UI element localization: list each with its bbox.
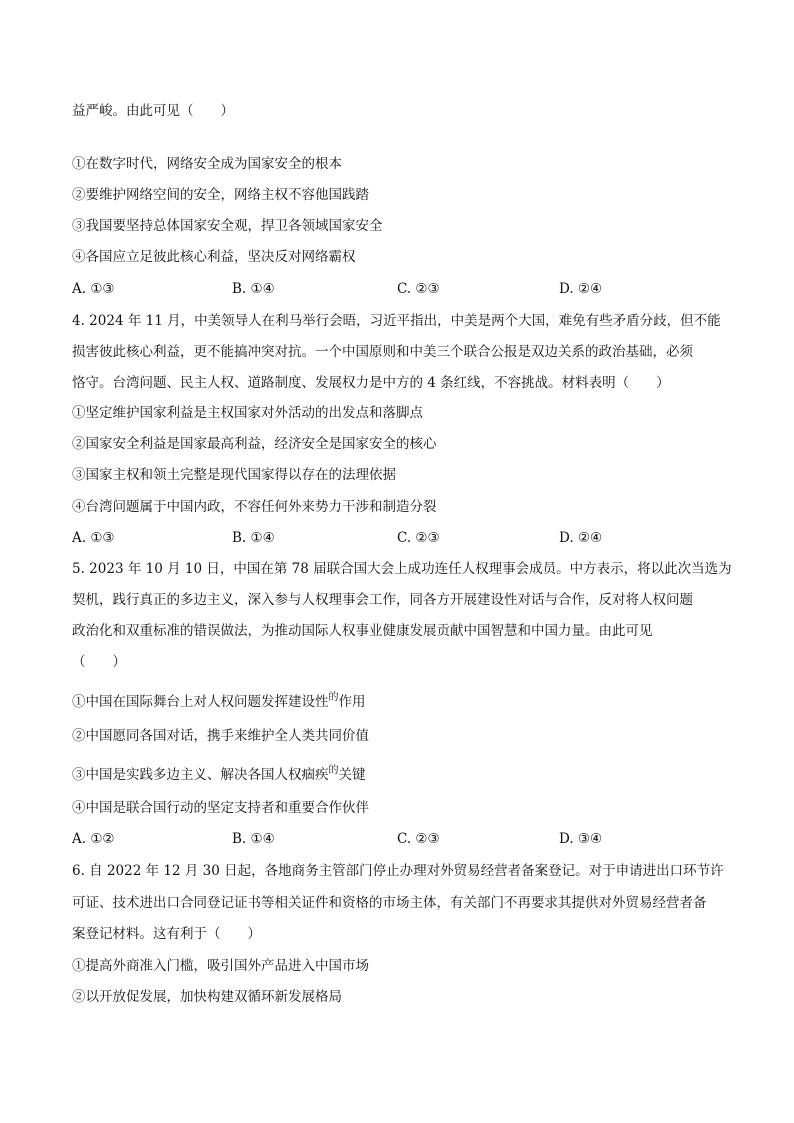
q5-item-3 [72, 765, 366, 787]
q5-stem-line-1: 5. 2023 年 10 月 10 日，中国在第 78 届联合国大会上成功连任人权理事会成员。中方表示，将以此次当选为 [72, 561, 732, 577]
q6-stem-line-3: 案登记材料。这有利于（ ） [72, 926, 261, 942]
q5-item-1-text: ①中国在国际舞台上对人权问题发挥建设性 [72, 694, 329, 710]
q6-item-1: ①提高外商准入门槛，吸引国外产品进入中国市场 [72, 958, 369, 974]
q3-item-3: ③我国要坚持总体国家安全观，捍卫各领域国家安全 [72, 218, 383, 234]
q4-option-d: D. ②④ [559, 530, 603, 546]
q4-item-1: ①坚定维护国家利益是主权国家对外活动的出发点和落脚点 [72, 405, 423, 421]
q5-item-3-text: ③中国是实践多边主义、解决各国人权痼疾 [72, 767, 329, 783]
q3-options [72, 279, 732, 299]
q3-option-c: C. ②③ [397, 281, 440, 297]
q4-item-4: ④台湾问题属于中国内政，不容任何外来势力干涉和制造分裂 [72, 499, 437, 515]
q6-stem-line-2: 可证、技术进出口合同登记证书等相关证件和资格的市场主体，有关部门不再要求其提供对外贸易经营者备 [72, 895, 707, 911]
q4-stem-line-2: 损害彼此核心利益，更不能搞冲突对抗。一个中国原则和中美三个联合公报是双边关系的政治基础，必须 [72, 344, 693, 360]
q5-stem-line-3: 政治化和双重标准的错误做法，为推动国际人权事业健康发展贡献中国智慧和中国力量。由此可见 [72, 623, 653, 639]
q5-item-1 [72, 692, 366, 714]
q3-item-4: ④各国应立足彼此核心利益，坚决反对网络霸权 [72, 249, 356, 265]
q5-item-2: ②中国愿同各国对话，携手来维护全人类共同价值 [72, 728, 369, 744]
q4-stem-line-1: 4. 2024 年 11 月，中美领导人在利马举行会晤，习近平指出，中美是两个大国，难免有些矛盾分歧，但不能 [72, 313, 721, 329]
q5-option-b: B. ①④ [232, 831, 275, 847]
q3-option-d: D. ②④ [559, 281, 603, 297]
q4-option-b: B. ①④ [232, 530, 275, 546]
q5-item-1-sup: 的 [328, 692, 339, 703]
q4-item-2: ②国家安全利益是国家最高利益，经济安全是国家安全的核心 [72, 436, 437, 452]
q5-item-4: ④中国是联合国行动的坚定支持者和重要合作伙伴 [72, 800, 369, 816]
q5-option-c: C. ②③ [397, 831, 440, 847]
q5-options [72, 829, 732, 849]
q4-option-c: C. ②③ [397, 530, 440, 546]
q3-stem-tail: 益严峻。由此可见（ ） [72, 103, 234, 119]
q6-item-2: ②以开放促发展，加快构建双循环新发展格局 [72, 989, 342, 1005]
q3-item-2: ②要维护网络空间的安全，网络主权不容他国践踏 [72, 187, 369, 203]
q5-stem-line-4: （ ） [72, 654, 126, 670]
q5-option-d: D. ③④ [559, 831, 603, 847]
q6-stem-line-1: 6. 自 2022 年 12 月 30 日起，各地商务主管部门停止办理对外贸易经营者备案登记。对于申请进出口环节许 [72, 863, 724, 879]
q5-stem-line-2: 契机，践行真正的多边主义，深入参与人权理事会工作，同各方开展建设性对话与合作，反对将人权问题 [72, 592, 693, 608]
q4-stem-line-3: 恪守。台湾问题、民主人权、道路制度、发展权力是中方的 4 条红线，不容挑战。材料表明（ ） [72, 375, 670, 391]
q4-item-3: ③国家主权和领土完整是现代国家得以存在的法理依据 [72, 467, 396, 483]
q5-item-3-tail: 关键 [338, 767, 366, 783]
q3-item-1: ①在数字时代，网络安全成为国家安全的根本 [72, 156, 342, 172]
q4-options [72, 528, 732, 548]
q3-option-a: A. ①③ [72, 281, 115, 297]
q3-option-b: B. ①④ [232, 281, 275, 297]
q5-item-3-sup: 的 [328, 765, 339, 776]
q5-option-a: A. ①② [72, 831, 115, 847]
q4-option-a: A. ①③ [72, 530, 115, 546]
q5-item-1-tail: 作用 [338, 694, 366, 710]
